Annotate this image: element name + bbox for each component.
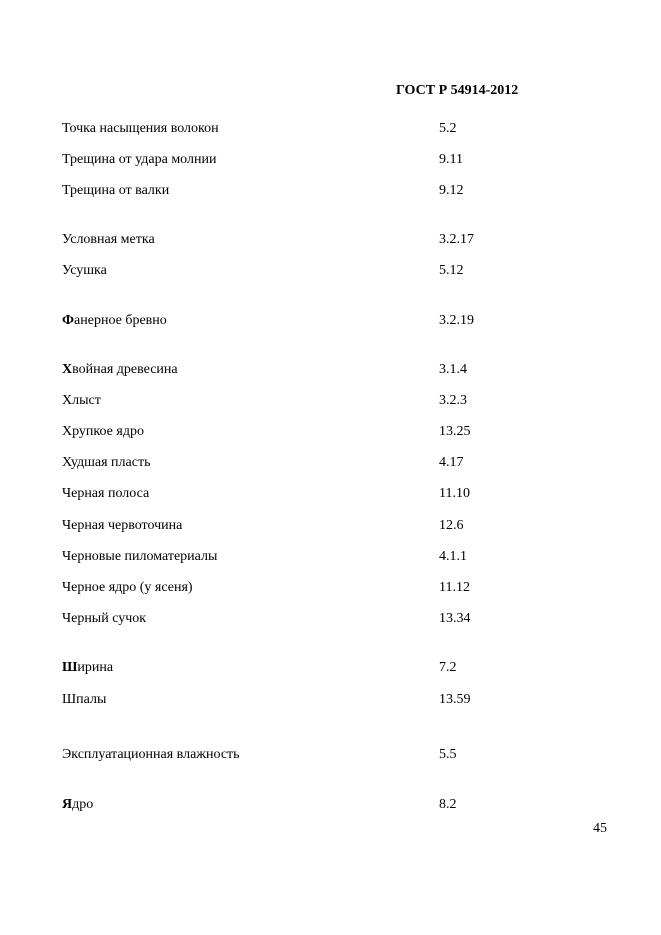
index-term-initial: Я [62, 797, 73, 812]
index-entry [0, 391, 661, 411]
index-term-text: Худшая пласть [62, 455, 151, 470]
index-term-text: Шпалы [62, 692, 107, 707]
index-entry [0, 119, 661, 139]
index-entry [0, 311, 661, 331]
index-term-text: Черное ядро (у ясеня) [62, 580, 193, 595]
index-term-text: Трещина от валки [62, 183, 170, 198]
index-term-text: Черновые пиломатериалы [62, 549, 218, 564]
index-term [62, 609, 146, 629]
index-reference: 13.59 [439, 692, 471, 707]
index-term-text: Черная полоса [62, 486, 150, 501]
index-entry [0, 360, 661, 380]
index-entry [0, 658, 661, 678]
index-entry [0, 230, 661, 250]
index-entry [0, 516, 661, 536]
index-entry [0, 795, 661, 815]
index-reference: 5.5 [439, 747, 457, 762]
index-reference: 5.2 [439, 121, 457, 136]
index-reference: 4.17 [439, 455, 464, 470]
index-term-initial: Х [62, 362, 73, 377]
index-term-text: Усушка [62, 263, 107, 278]
index-reference: 9.12 [439, 183, 464, 198]
index-term-text: войная древесина [72, 362, 178, 377]
index-reference: 7.2 [439, 660, 457, 675]
index-term [62, 453, 150, 473]
index-entry [0, 547, 661, 567]
index-term [62, 547, 217, 567]
index-term [62, 360, 178, 380]
index-entry [0, 453, 661, 473]
index-term-text: дро [72, 797, 94, 812]
index-reference: 3.1.4 [439, 362, 467, 377]
index-term [62, 484, 149, 504]
index-term-text: ирина [77, 660, 114, 675]
index-reference: 13.25 [439, 424, 471, 439]
index-term [62, 690, 106, 710]
index-reference: 12.6 [439, 518, 464, 533]
index-reference: 11.10 [439, 486, 470, 501]
index-term [62, 311, 167, 331]
index-term-text: Условная метка [62, 232, 155, 247]
index-entry [0, 261, 661, 281]
document-header: ГОСТ Р 54914-2012 [396, 83, 519, 98]
index-reference: 5.12 [439, 263, 464, 278]
index-reference: 9.11 [439, 152, 463, 167]
index-entry [0, 745, 661, 765]
index-term-text: Хрупкое ядро [62, 424, 144, 439]
index-term [62, 181, 169, 201]
index-term-initial: Ш [62, 660, 78, 675]
index-term [62, 578, 193, 598]
index-entry [0, 578, 661, 598]
index-reference: 3.2.19 [439, 313, 474, 328]
index-term-text: Эксплуатационная влажность [62, 747, 240, 762]
index-term [62, 745, 240, 765]
index-reference: 11.12 [439, 580, 470, 595]
index-term [62, 230, 155, 250]
index-entry [0, 150, 661, 170]
index-entry [0, 690, 661, 710]
index-term-text: Точка насыщения волокон [62, 121, 219, 136]
index-term [62, 795, 93, 815]
index-reference: 3.2.3 [439, 393, 467, 408]
index-reference: 13.34 [439, 611, 471, 626]
index-reference: 4.1.1 [439, 549, 467, 564]
index-term [62, 658, 113, 678]
index-term-text: Черная червоточина [62, 518, 183, 533]
index-term-text: Хлыст [62, 393, 101, 408]
index-term-initial: Ф [62, 313, 75, 328]
index-term [62, 422, 144, 442]
index-term [62, 391, 101, 411]
index-term [62, 516, 182, 536]
index-entry [0, 422, 661, 442]
index-term [62, 119, 219, 139]
index-term-text: анерное бревно [74, 313, 167, 328]
index-term-text: Черный сучок [62, 611, 147, 626]
index-entry [0, 181, 661, 201]
index-entry [0, 609, 661, 629]
index-term [62, 150, 216, 170]
index-term-text: Трещина от удара молнии [62, 152, 217, 167]
index-term [62, 261, 107, 281]
page-number: 45 [593, 821, 607, 836]
index-reference: 8.2 [439, 797, 457, 812]
index-reference: 3.2.17 [439, 232, 474, 247]
index-entry [0, 484, 661, 504]
